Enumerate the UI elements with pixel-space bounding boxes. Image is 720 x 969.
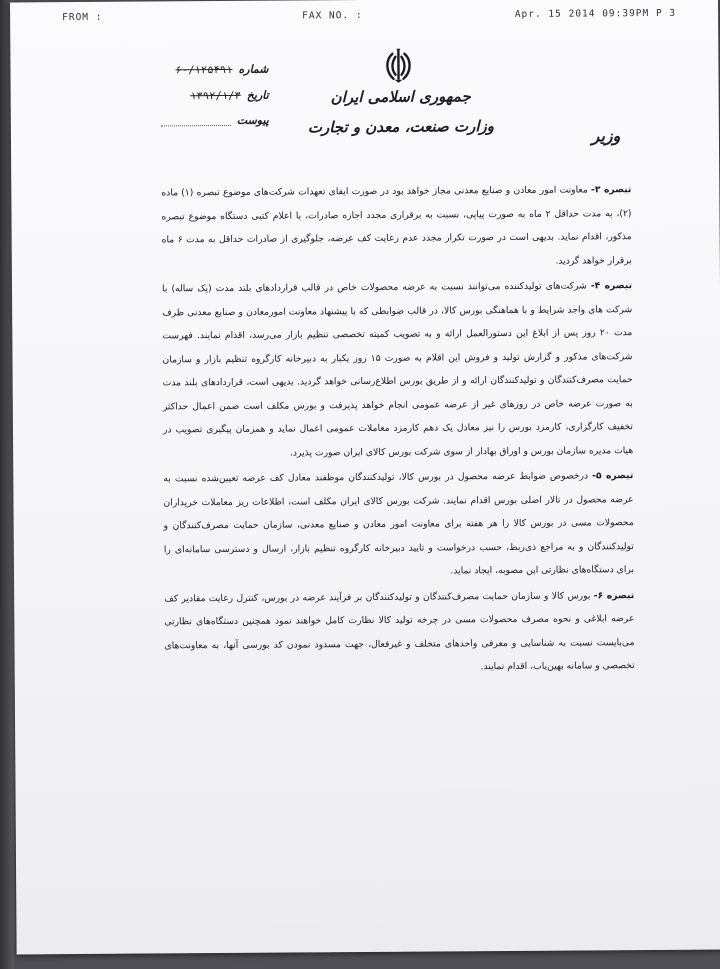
letter-date-value: ۱۳۹۲/۱/۳ <box>190 89 241 102</box>
ministry-name: وزارت صنعت، معدن و تجارت <box>307 117 495 137</box>
letter-date-row <box>119 89 269 103</box>
fax-document-page <box>10 0 720 954</box>
iran-emblem-icon <box>382 48 414 84</box>
note-3-paragraph <box>161 178 632 275</box>
country-name: جمهوری اسلامی ایران <box>330 87 471 107</box>
note-6-label: تبصره ۶- <box>593 589 635 601</box>
note-5-text: درخصوص ضوابط عرضه محصول در بورس کالا، تولیدکنندگان موظفند معادل کف عرضه تعیین‌شده نسبت به عرضه محصول در تالار اصلی بورس اقدام نمایند. شرکت بورس کالای ایران مکلف است، اطلاعات ریز معاملات خریداران محصولات مسی در بورس کالا را هر هفته برای معاونت امور معادن و صنایع معدنی، سازمان حمایت مصرف‌کنندگان و تولیدکنندگان و به مراجع ذی‌ربط، حسب درخواست و تایید دبیرخانه کارگروه تنظیم بازار، ارسال و دسترسی سامانه‌ای را برای دستگاه‌های نظارتی این مصوبه، ایجاد نماید. <box>163 470 635 577</box>
letter-body <box>161 178 634 681</box>
fax-timestamp: Apr. 15 2014 09:39PM P 3 <box>514 7 677 20</box>
letter-date-label: تاریخ <box>246 88 269 102</box>
note-4-paragraph <box>162 274 633 465</box>
letter-number-label: شماره <box>238 62 269 76</box>
attachment-blank-line <box>161 115 231 126</box>
letter-attachment-label: پیوست <box>236 113 269 127</box>
note-5-label: تبصره ۵- <box>592 470 634 482</box>
fax-from-label: FROM : <box>62 11 103 24</box>
note-5-paragraph <box>163 464 634 585</box>
note-3-label: تبصره ۳- <box>590 184 632 196</box>
note-6-paragraph <box>164 584 635 681</box>
note-3-text: معاونت امور معادن و صنایع معدنی مجاز خواهد بود در صورت ایفای تعهدات شرکت‌های موضوع تبصره (۱) ماده (۲)، به مدت حداقل ۲ ماه به صورت پیاپی، نسبت به برقراری مجدد اجازه صادرات، با اعلام کتبی دستگاه موضوع تبصره مذکور، اقدام نماید. بدیهی است در صورت تکرار مجدد عدم رعایت کف عرضه، جلوگیری از صادرات حداقل به مدت ۶ ماه برقرار خواهد گردید. <box>161 184 632 267</box>
fax-header <box>50 8 688 28</box>
letter-number-value: ۶۰/۱۲۵۴۹۱ <box>175 63 233 76</box>
minister-title: وزیر <box>591 126 621 146</box>
note-6-text: بورس کالا و سازمان حمایت مصرف‌کنندگان و تولیدکنندگان بر فرآیند عرضه در بورس، کنترل رعایت مقادیر کف عرضه ابلاغی و نحوه مصرف محصولات مسی در چرخه تولید کالا نظارت کامل خواهند نمود همچنین دستگاه‌های نظارتی می‌بایست نسبت به شناسایی و معرفی واحدهای متخلف و غیرفعال، جهت مسدود نمودن کد بورسی آنها، به معاونت‌های تخصصی و سامانه بهین‌یاب، اقدام نمایند. <box>164 589 635 673</box>
letter-attachment-row <box>119 114 269 128</box>
fax-number-label: FAX NO. : <box>302 10 363 22</box>
note-4-label: تبصره ۴- <box>590 280 633 292</box>
note-4-text: شرکت‌های تولیدکننده می‌توانند نسبت به عرضه محصولات خاص در قالب قراردادهای بلند مدت (یک ساله) با شرکت های واجد شرایط و با هماهنگی بورس کالا، در قالب ضوابطی که با پیشنهاد معاونت امورمعادن و صنایع معدنی ظرف مدت ۲۰ روز پس از ابلاغ این دستورالعمل ارائه و به تصویب کمیته تخصصی تنظیم بازار می‌رسد، اقدام نمایند. فهرست شرکت‌های مذکور و گزارش تولید و فروش این اقلام به صورت ۱۵ روز یکبار به دبیرخانه کارگروه تنظیم بازار و سازمان حمایت مصرف‌کنندگان و تولیدکنندگان ارائه و از طریق بورس اطلاع‌رسانی خواهد گردید. بدیهی است، قراردادهای بلند مدت به صورت عرضه خاص در روزهای غیر از عرضه عمومی انجام خواهد پذیرفت و بورس مکلف است ضمن اعمال حداکثر تخفیف کارگزاری، کارمزد بورس را نیز معادل یک دهم کارمزد معاملات عمومی اعمال نماید و همزمان پیگیری تصویب در هیات مدیره سازمان بورس و اوراق بهادار از سوی شرکت بورس کالای ایران صورت پذیرد. <box>161 280 634 459</box>
letter-number-row <box>118 63 268 77</box>
